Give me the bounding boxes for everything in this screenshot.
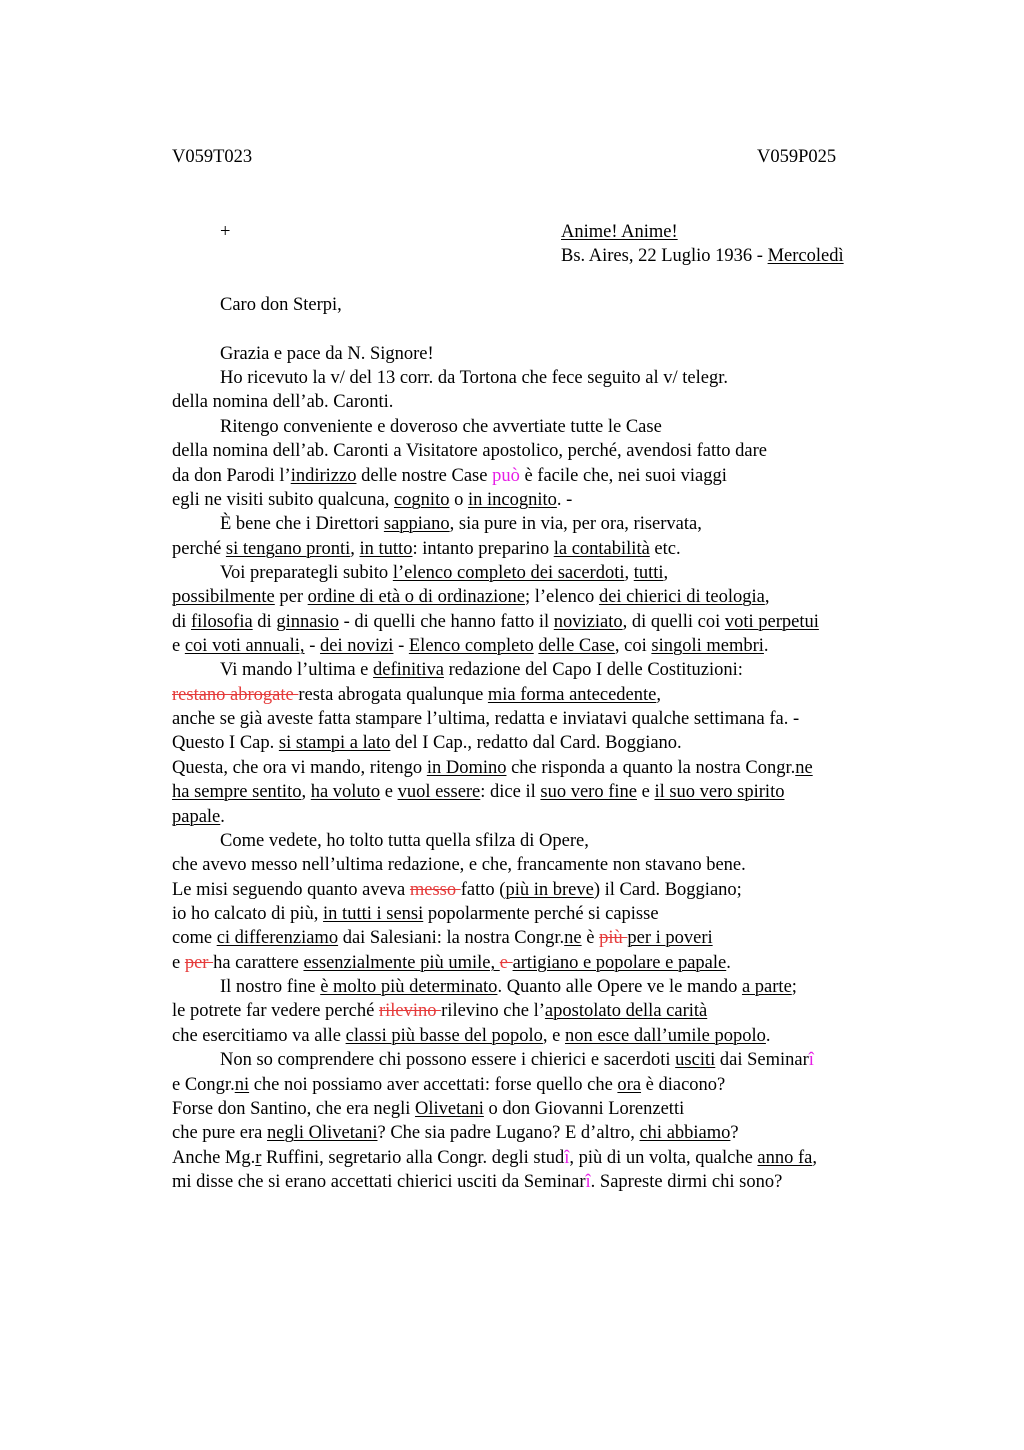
- text-run: Non so comprendere chi possono essere i chierici e sacerdoti: [220, 1050, 676, 1071]
- text-line: [172, 293, 912, 317]
- text-line: [172, 634, 912, 658]
- underlined-text: ha voluto: [310, 782, 381, 803]
- underlined-text: coi voti annuali,: [184, 636, 305, 657]
- text-line: [172, 902, 912, 926]
- underlined-text: noviziato: [553, 611, 623, 632]
- text-run: rilevino che l’: [441, 1001, 545, 1022]
- motto: [561, 220, 844, 244]
- underlined-text: Elenco completo: [408, 636, 534, 657]
- highlighted-text: può: [492, 465, 520, 486]
- underlined-text: cognito: [393, 489, 450, 510]
- text-run: . Sapreste dirmi chi sono?: [590, 1171, 783, 1192]
- underlined-text: l’elenco completo dei sacerdoti: [392, 562, 625, 583]
- text-line: [172, 829, 912, 853]
- underlined-text: si tengano pronti: [225, 538, 351, 559]
- text-run: ; l’elenco: [524, 587, 599, 608]
- text-line: [172, 658, 912, 682]
- underlined-text: chi abbiamo: [639, 1123, 731, 1144]
- underlined-text: ci differenziamo: [216, 928, 339, 949]
- highlighted-text: î: [808, 1050, 814, 1071]
- underlined-text: sappiano: [383, 514, 450, 535]
- text-line: [172, 731, 912, 755]
- text-line: [172, 805, 912, 829]
- motto-text: Anime! Anime!: [561, 222, 678, 242]
- text-line: [172, 951, 912, 975]
- archive-code-right: V059P025: [757, 147, 837, 167]
- text-run: Questa, che ora vi mando, ritengo: [172, 757, 427, 778]
- text-run: Ritengo conveniente e doveroso che avvertiate tutte le Case: [220, 416, 662, 437]
- text-line: [172, 780, 912, 804]
- underlined-text: ne: [795, 757, 813, 778]
- text-run: , e: [542, 1025, 566, 1046]
- text-run: resta abrogata qualunque: [298, 684, 488, 705]
- text-line: [172, 926, 912, 950]
- text-run: : dice il: [480, 782, 541, 803]
- text-run: fatto (: [460, 879, 506, 900]
- text-run: .: [765, 1025, 771, 1046]
- text-line: [172, 317, 912, 341]
- text-run: egli ne visiti subito qualcuna,: [172, 489, 394, 510]
- underlined-text: più in breve: [505, 879, 594, 900]
- text-run: ,: [663, 562, 669, 583]
- text-run: ,: [764, 587, 770, 608]
- text-line: [172, 707, 912, 731]
- struck-text: e: [499, 952, 513, 973]
- text-run: ? Che sia padre Lugano? E d’altro,: [377, 1123, 640, 1144]
- underlined-text: usciti: [675, 1050, 716, 1071]
- weekday: Mercoledì: [767, 246, 844, 267]
- text-run: Voi preparategli subito: [220, 562, 393, 583]
- underlined-text: in tutto: [359, 538, 413, 559]
- underlined-text: tutti: [633, 562, 664, 583]
- text-run: della nomina dell’ab. Caronti a Visitatore apostolico, perché, avendosi fatto dare: [172, 441, 767, 462]
- text-run: Vi mando l’ultima e: [220, 660, 374, 681]
- text-run: è diacono?: [641, 1074, 726, 1095]
- text-run: perché: [172, 538, 226, 559]
- text-run: Caro don Sterpi,: [220, 295, 342, 315]
- underlined-text: singoli membri: [651, 636, 764, 657]
- text-line: [172, 488, 912, 512]
- struck-text: rilevino: [378, 1001, 442, 1022]
- text-run: -: [304, 636, 320, 657]
- underlined-text: la contabilità: [553, 538, 650, 559]
- text-run: e Congr.: [172, 1074, 235, 1095]
- text-run: ) il Card. Boggiano;: [593, 879, 742, 900]
- underlined-text: vuol essere: [397, 782, 481, 803]
- text-run: io ho calcato di più,: [172, 903, 324, 924]
- underlined-text: ne: [564, 928, 582, 949]
- text-run: Anche Mg.: [172, 1147, 256, 1168]
- text-run: Il nostro fine: [220, 977, 321, 998]
- text-line: [172, 585, 912, 609]
- text-line: [172, 683, 912, 707]
- text-run: , coi: [614, 636, 652, 657]
- text-line: [172, 1097, 912, 1121]
- text-run: Questo I Cap.: [172, 733, 279, 754]
- text-run: da don Parodi l’: [172, 465, 291, 486]
- underlined-text: r: [255, 1147, 262, 1168]
- letter-heading: [561, 220, 844, 269]
- text-run: della nomina dell’ab. Caronti.: [172, 392, 394, 413]
- underlined-text: voti perpetui: [724, 611, 819, 632]
- text-run: mi disse che si erano accettati chierici usciti da Seminar: [172, 1171, 586, 1192]
- text-run: Ruffini, segretario alla Congr. degli stud: [261, 1147, 565, 1168]
- text-line: [172, 756, 912, 780]
- text-run: Grazia e pace da N. Signore!: [220, 343, 434, 364]
- text-run: : intanto preparino: [412, 538, 554, 559]
- text-run: È bene che i Direttori: [220, 514, 384, 535]
- underlined-text: dei chierici di teologia: [598, 587, 765, 608]
- text-run: .: [763, 636, 769, 657]
- underlined-text: ordine di età o di ordinazione: [307, 587, 525, 608]
- text-line: [172, 1146, 912, 1170]
- text-line: [172, 1024, 912, 1048]
- underlined-text: in Domino: [426, 757, 507, 778]
- text-run: .: [220, 806, 225, 827]
- underlined-text: negli Olivetani: [267, 1123, 378, 1144]
- text-line: [172, 1121, 912, 1145]
- text-run: o: [449, 489, 468, 510]
- underlined-text: non esce dall’umile popolo: [565, 1025, 766, 1046]
- text-run: ,: [812, 1147, 817, 1168]
- text-run: redazione del Capo I delle Costituzioni:: [443, 660, 743, 681]
- text-line: [172, 1073, 912, 1097]
- text-line: [172, 512, 912, 536]
- text-run: come: [172, 928, 217, 949]
- struck-text: più: [599, 928, 628, 949]
- text-line: [172, 439, 912, 463]
- text-run: etc.: [649, 538, 681, 559]
- text-run: , sia pure in via, per ora, riservata,: [449, 514, 702, 535]
- text-run: -: [393, 636, 409, 657]
- text-run: che pure era: [172, 1123, 268, 1144]
- text-run: del I Cap., redatto dal Card. Boggiano.: [390, 733, 682, 754]
- underlined-text: il suo vero spirito: [654, 782, 785, 803]
- highlighted-text: î: [564, 1147, 570, 1168]
- underlined-text: indirizzo: [290, 465, 357, 486]
- text-run: che risponda a quanto la nostra Congr.: [506, 757, 796, 778]
- text-line: [172, 561, 912, 585]
- text-run: dai Salesiani: la nostra Congr.: [338, 928, 565, 949]
- underlined-text: anno fa: [757, 1147, 813, 1168]
- text-run: dai Seminar: [715, 1050, 809, 1071]
- text-line: [172, 999, 912, 1023]
- letter-body: [172, 293, 912, 1194]
- text-run: è facile che, nei suoi viaggi: [519, 465, 727, 486]
- text-line: [172, 537, 912, 561]
- text-run: ;: [791, 977, 797, 998]
- underlined-text: possibilmente: [172, 587, 275, 608]
- text-line: [172, 415, 912, 439]
- text-run: Come vedete, ho tolto tutta quella sfilza di Opere,: [220, 830, 589, 851]
- text-run: Le misi seguendo quanto aveva: [172, 879, 410, 900]
- text-run: Forse don Santino, che era negli: [172, 1098, 416, 1119]
- text-line: [172, 878, 912, 902]
- text-line: [172, 1048, 912, 1072]
- text-run: le potrete far vedere perché: [172, 1001, 379, 1022]
- underlined-text: Olivetani: [415, 1098, 484, 1119]
- text-run: che noi possiamo aver accettati: forse quello che: [249, 1074, 618, 1095]
- underlined-text: è molto più determinato: [320, 977, 498, 998]
- underlined-text: definitiva: [373, 660, 444, 681]
- underlined-text: per i poveri: [627, 928, 713, 949]
- text-run: ,: [350, 538, 360, 559]
- text-run: , di quelli coi: [622, 611, 725, 632]
- text-line: [172, 610, 912, 634]
- underlined-text: ha sempre sentito: [172, 782, 302, 803]
- text-run: - di quelli che hanno fatto il: [339, 611, 554, 632]
- text-run: , più di un volta, qualche: [569, 1147, 758, 1168]
- text-line: [172, 853, 912, 877]
- text-run: o don Giovanni Lorenzetti: [483, 1098, 685, 1119]
- text-line: [172, 390, 912, 414]
- underlined-text: dei novizi: [319, 636, 394, 657]
- text-run: . Quanto alle Opere ve le mando: [497, 977, 742, 998]
- archive-code-left: V059T023: [172, 147, 253, 167]
- text-run: per: [274, 587, 308, 608]
- underlined-text: apostolato della carità: [544, 1001, 708, 1022]
- text-run: è: [581, 928, 600, 949]
- cross-symbol: +: [220, 222, 231, 242]
- date-text: Bs. Aires, 22 Luglio 1936 -: [561, 246, 768, 267]
- date-line: [561, 244, 844, 268]
- underlined-text: in tutti i sensi: [323, 903, 424, 924]
- struck-text: restano abrogate: [172, 684, 299, 705]
- underlined-text: mia forma antecedente: [487, 684, 657, 705]
- underlined-text: ni: [234, 1074, 250, 1095]
- underlined-text: a parte: [741, 977, 792, 998]
- text-run: Ho ricevuto la v/ del 13 corr. da Tortona che fece seguito al v/ telegr.: [220, 368, 728, 389]
- underlined-text: artigiano e popolare e papale: [512, 952, 727, 973]
- struck-text: messo: [409, 879, 461, 900]
- text-run: ,: [624, 562, 634, 583]
- underlined-text: suo vero fine: [540, 782, 637, 803]
- underlined-text: ginnasio: [276, 611, 340, 632]
- text-run: delle nostre Case: [356, 465, 493, 486]
- underlined-text: ora: [617, 1074, 642, 1095]
- text-run: e: [636, 782, 655, 803]
- text-line: [172, 366, 912, 390]
- underlined-text: delle Case: [538, 636, 615, 657]
- text-run: . -: [556, 489, 573, 510]
- text-run: che avevo messo nell’ultima redazione, e che, francamente non stavano bene.: [172, 855, 746, 876]
- text-line: [172, 975, 912, 999]
- text-run: ,: [301, 782, 311, 803]
- underlined-text: classi più basse del popolo: [345, 1025, 543, 1046]
- text-run: anche se già aveste fatta stampare l’ultima, redatta e inviatavi qualche settimana fa. -: [172, 709, 800, 730]
- text-run: e: [172, 636, 185, 657]
- text-line: [172, 1170, 912, 1194]
- text-run: .: [726, 952, 731, 973]
- underlined-text: si stampi a lato: [278, 733, 391, 754]
- underlined-text: papale: [172, 806, 221, 827]
- text-line: [172, 342, 912, 366]
- text-run: che esercitiamo va alle: [172, 1025, 346, 1046]
- text-run: e: [172, 952, 185, 973]
- highlighted-text: î: [585, 1171, 591, 1192]
- struck-text: per: [184, 952, 214, 973]
- underlined-text: essenzialmente più umile,: [303, 952, 500, 973]
- text-run: di: [252, 611, 277, 632]
- text-run: e: [380, 782, 398, 803]
- underlined-text: filosofia: [191, 611, 253, 632]
- text-run: ha carattere: [213, 952, 304, 973]
- text-run: di: [172, 611, 192, 632]
- underlined-text: in incognito: [467, 489, 557, 510]
- text-run: popolarmente perché si capisse: [423, 903, 659, 924]
- text-run: ?: [730, 1123, 739, 1144]
- text-run: ,: [656, 684, 661, 705]
- text-line: [172, 464, 912, 488]
